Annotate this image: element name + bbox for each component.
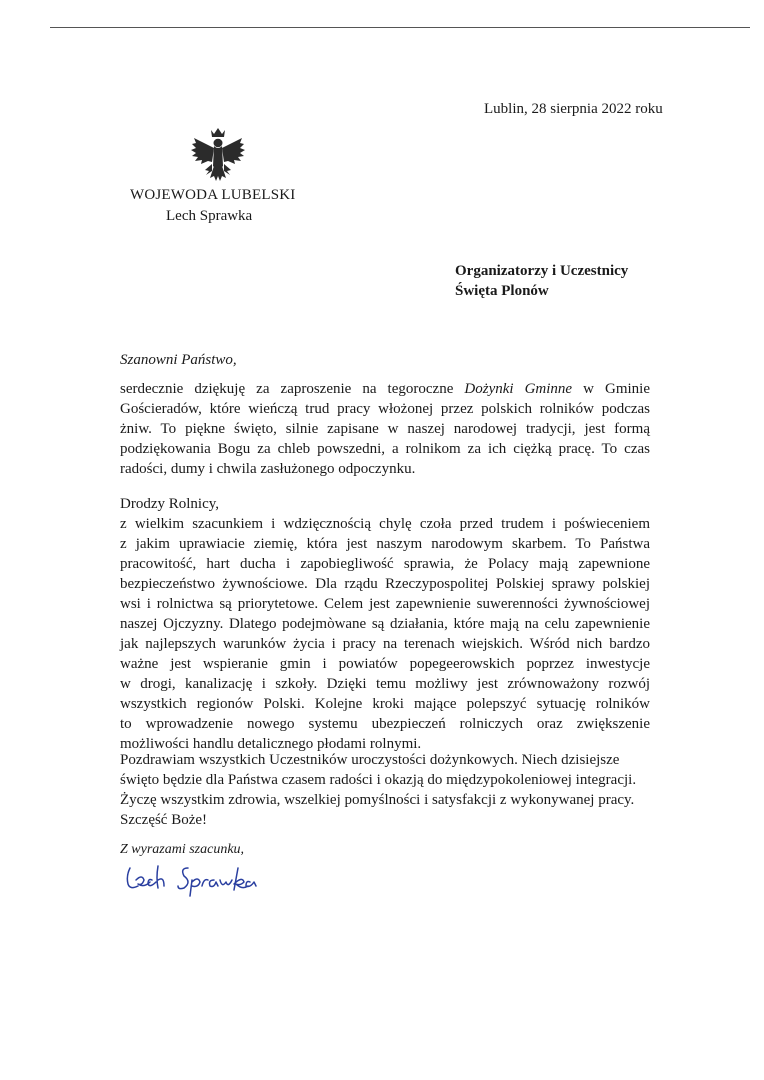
text-line: żniw. To piękne święto, silnie zapisane w naszej narodowej tradycji, jest formą xyxy=(120,421,650,437)
text-line: Pozdrawiam wszystkich Uczestników uroczystości dożynkowych. Niech dzisiejsze xyxy=(120,752,620,768)
text-line: bezpieczeństwo żywnościowe. Dla rządu Rzeczypospolitej Polskiej sprawy polskiej xyxy=(120,576,650,592)
text-line: wszystkich regionów Polski. Kolejne kroki mające polepszyć sytuację rolników xyxy=(120,696,650,712)
text-line: jak najlepszych warunków życia i pracy na terenach wiejskich. Wśród nich bardzo xyxy=(120,636,650,652)
handwritten-signature xyxy=(118,856,268,898)
text-line: radości, dumy i chwila zasłużonego odpoczynku. xyxy=(120,461,416,477)
text-line xyxy=(120,379,650,399)
text-line: z wielkim szacunkiem i wdzięcznością chylę czoła przed trudem i poświeceniem xyxy=(120,516,650,532)
paragraph-greetings xyxy=(120,750,650,830)
text-segment: serdecznie dziękuję za zaproszenie na tegoroczne xyxy=(120,381,454,397)
text-line: pracowitość, hart ducha i zapobiegliwość sprawia, że Polacy mają zapewnione xyxy=(120,556,650,572)
salutation: Szanowni Państwo, xyxy=(120,352,237,368)
text-line: Życzę wszystkim zdrowia, wszelkiej pomyślności i satysfakcji z wykonywanej pracy. xyxy=(120,792,635,808)
text-segment: w Gminie xyxy=(583,381,651,397)
event-name: Dożynki Gminne xyxy=(464,381,573,397)
text-line: naszej Ojczyzny. Dlatego podejmòwane są działania, które mają na celu zapewnienie xyxy=(120,616,650,632)
text-line: to wprowadzenie nowego systemu ubezpieczeń rolniczych oraz zwiększenie xyxy=(120,716,650,732)
text-line: wsi i rolnictwa są priorytetowe. Celem jest zapewnienie suwerenności żywnościowej xyxy=(120,596,650,612)
text-line: podziękowania Bogu za chleb powszedni, a rolnikom za ich ciężką pracę. To czas xyxy=(120,441,650,457)
header-rule xyxy=(50,27,750,28)
text-line: Gościeradów, które wieńczą trud pracy włożonej przez polskich rolników podczas xyxy=(120,401,650,417)
text-line: Drodzy Rolnicy, xyxy=(120,496,220,512)
eagle-emblem-icon xyxy=(190,126,246,184)
closing-phrase: Z wyrazami szacunku, xyxy=(120,842,245,857)
recipient-line: Organizatorzy i Uczestnicy xyxy=(455,263,629,279)
paragraph-thanks xyxy=(120,379,650,479)
text-line: w drogi, kanalizację i szkoły. Dzięki temu możliwy jest zrównoważony rozwój xyxy=(120,676,650,692)
authority-title: WOJEWODA LUBELSKI xyxy=(130,187,296,203)
text-line: z jakim uprawiacie ziemię, która jest naszym narodowym skarbem. To Państwa xyxy=(120,536,650,552)
authority-name: Lech Sprawka xyxy=(166,208,253,224)
recipient-line: Święta Plonów xyxy=(455,283,549,299)
paragraph-farmers xyxy=(120,494,650,754)
text-line: Szczęść Boże! xyxy=(120,812,208,828)
text-line: święto będzie dla Państwa czasem radości i okazją do międzypokoleniowej integracji. xyxy=(120,772,637,788)
text-line: możliwości handlu detalicznego płodami rolnymi. xyxy=(120,736,422,752)
text-line: ważne jest wspieranie gmin i powiatów popegeerowskich poprzez inwestycje xyxy=(120,656,650,672)
place-date: Lublin, 28 sierpnia 2022 roku xyxy=(484,101,663,117)
recipient-block xyxy=(455,261,628,301)
